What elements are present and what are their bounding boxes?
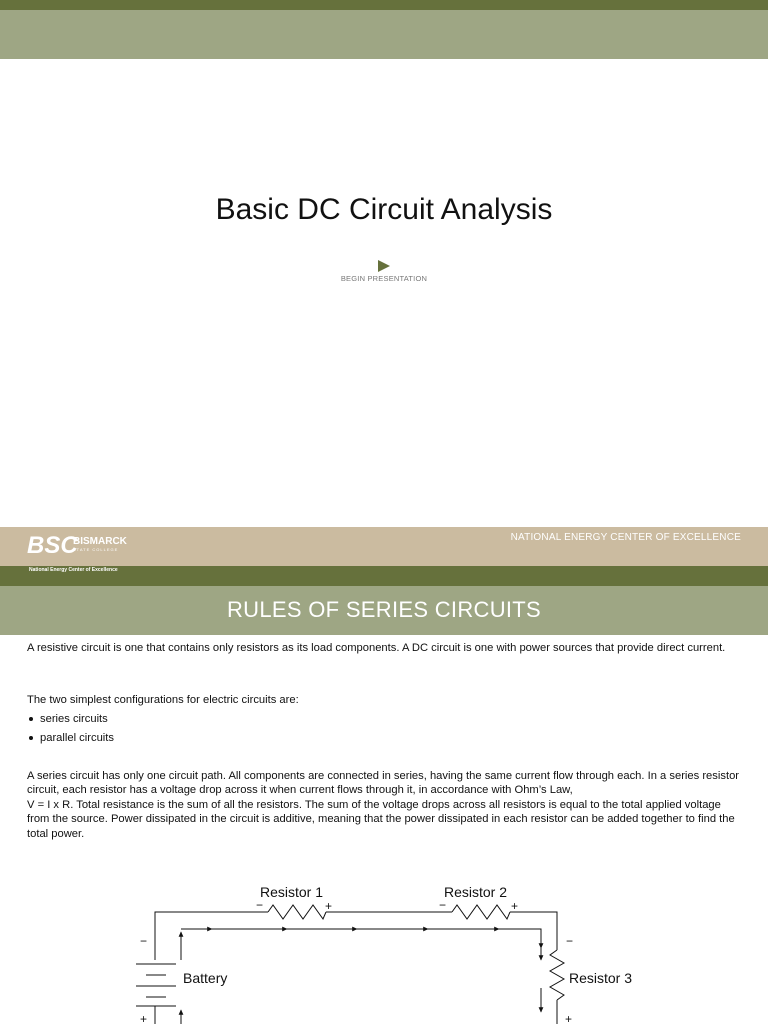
resistor3-label: Resistor 3 (569, 970, 633, 986)
resistor1-plus: + (325, 899, 333, 913)
resistor2-plus: + (511, 899, 519, 913)
top-accent-bar (0, 0, 768, 10)
presentation-title: Basic DC Circuit Analysis (215, 193, 553, 226)
resistor1-minus: − (256, 898, 264, 912)
resistor3-minus: − (566, 934, 574, 948)
play-triangle-icon[interactable] (378, 260, 390, 272)
footer-organization: NATIONAL ENERGY CENTER OF EXCELLENCE (510, 532, 741, 543)
series-paragraph-1: A series circuit has only one circuit path. All components are connected in series, having the same current flow through each. In a series resistor circuit, each resistor has a voltage drop across it when current flows through it, in accordance with Ohm’s Law, (27, 770, 740, 797)
circuit-wire (155, 912, 268, 960)
logo-name-line2: STATE COLLEGE (73, 547, 119, 552)
resistor3-symbol (550, 950, 564, 1000)
series-circuit-diagram (0, 875, 768, 1024)
configs-heading: The two simplest configurations for electric circuits are: (27, 694, 299, 706)
list-item: parallel circuits (27, 731, 114, 750)
configs-list (27, 712, 114, 750)
battery-minus: − (140, 934, 148, 948)
resistor1-label: Resistor 1 (260, 884, 324, 900)
intro-paragraph: A resistive circuit is one that contains only resistors as its load components. A DC circuit is one with power sources that provide direct current. (27, 642, 726, 654)
resistor2-label: Resistor 2 (444, 884, 508, 900)
battery-label: Battery (183, 970, 228, 986)
battery-plus: + (140, 1012, 148, 1024)
list-item: series circuits (27, 712, 114, 731)
series-paragraph-2: V = I x R. Total resistance is the sum of all the resistors. The sum of the voltage drops across all resistors is equal to the total applied voltage from the source. Power dissipated in the circuit is additive, meaning that the power dissipated in each resistor can be added together to find the total power. (27, 799, 735, 840)
begin-presentation-label[interactable]: BEGIN PRESENTATION (340, 274, 428, 283)
begin-presentation-button[interactable] (324, 260, 444, 288)
resistor3-plus: + (565, 1012, 573, 1024)
current-arrow (499, 929, 541, 948)
resistor1-symbol (268, 905, 326, 919)
resistor2-symbol (452, 905, 510, 919)
slide-title: RULES OF SERIES CIRCUITS (226, 597, 542, 622)
college-logo (27, 528, 137, 567)
circuit-wire (510, 912, 557, 950)
resistor2-minus: − (439, 898, 447, 912)
logo-subtitle: National Energy Center of Excellence (29, 567, 118, 573)
logo-mark: BSC (27, 532, 78, 559)
slide1-header-band (0, 10, 768, 59)
logo-name-line1: BISMARCK (73, 536, 127, 547)
